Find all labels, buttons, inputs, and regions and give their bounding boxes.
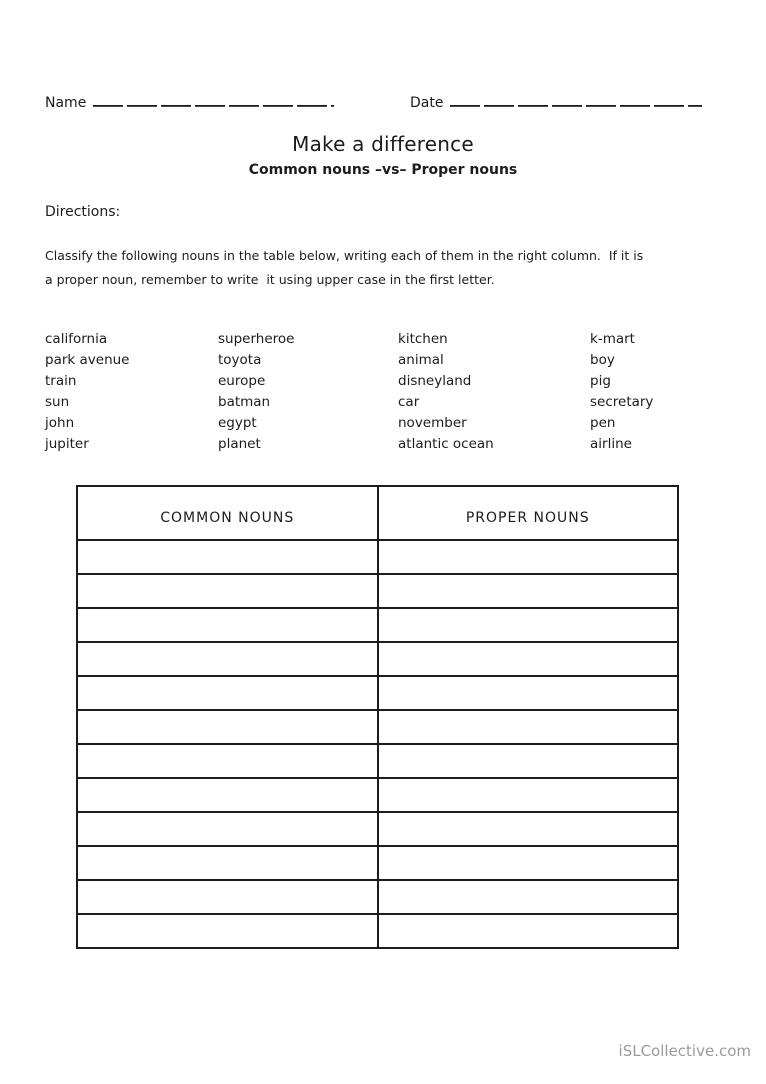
word-column [45, 329, 130, 455]
word-item: atlantic ocean [398, 436, 494, 452]
proper-nouns-header: PROPER NOUNS [378, 486, 679, 540]
date-field [410, 94, 702, 111]
word-item: car [398, 394, 420, 410]
proper-nouns-cell [378, 880, 679, 914]
proper-nouns-cell [378, 642, 679, 676]
empty-row [77, 540, 678, 574]
common-nouns-header: COMMON NOUNS [77, 486, 378, 540]
proper-nouns-cell [378, 914, 679, 948]
common-nouns-cell [77, 642, 378, 676]
word-item: superheroe [218, 331, 295, 347]
word-item: europe [218, 373, 266, 389]
common-nouns-cell [77, 778, 378, 812]
common-nouns-cell [77, 676, 378, 710]
classification-table-head [77, 486, 678, 540]
empty-row [77, 744, 678, 778]
word-list [0, 329, 766, 461]
empty-row [77, 846, 678, 880]
word-item: toyota [218, 352, 262, 368]
directions-text [45, 244, 643, 292]
word-column [398, 329, 494, 455]
word-item: train [45, 373, 77, 389]
common-nouns-cell [77, 744, 378, 778]
proper-nouns-cell [378, 778, 679, 812]
worksheet-subtitle: Common nouns –vs– Proper nouns [248, 162, 518, 178]
directions-line: Classify the following nouns in the table below, writing each of them in the right column. If it is [45, 248, 644, 263]
common-nouns-cell [77, 608, 378, 642]
name-field [45, 94, 334, 111]
word-item: animal [398, 352, 444, 368]
word-item: pig [590, 373, 611, 389]
classification-table-body [77, 540, 678, 948]
name-blank-line [93, 94, 334, 107]
worksheet-title: Make a difference [292, 132, 474, 156]
header-row [77, 486, 678, 540]
word-item: jupiter [45, 436, 89, 452]
word-item: john [45, 415, 75, 431]
common-nouns-cell [77, 710, 378, 744]
empty-row [77, 812, 678, 846]
word-item: batman [218, 394, 271, 410]
date-label: Date [410, 95, 444, 111]
word-item: pen [590, 415, 616, 431]
islcollective-watermark: iSLCollective.com [618, 1042, 751, 1060]
word-column [218, 329, 294, 455]
empty-row [77, 880, 678, 914]
date-blank-line [450, 94, 702, 107]
proper-nouns-cell [378, 574, 679, 608]
proper-nouns-cell [378, 676, 679, 710]
word-column [590, 329, 653, 455]
common-nouns-cell [77, 914, 378, 948]
common-nouns-cell [77, 812, 378, 846]
word-item: boy [590, 352, 615, 368]
word-item: secretary [590, 394, 654, 410]
empty-row [77, 574, 678, 608]
word-item: airline [590, 436, 632, 452]
common-nouns-cell [77, 574, 378, 608]
proper-nouns-cell [378, 846, 679, 880]
word-item: november [398, 415, 467, 431]
empty-row [77, 642, 678, 676]
word-item: park avenue [45, 352, 130, 368]
classification-table [76, 485, 679, 949]
word-item: california [45, 331, 108, 347]
word-item: sun [45, 394, 70, 410]
common-nouns-cell [77, 540, 378, 574]
empty-row [77, 710, 678, 744]
empty-row [77, 778, 678, 812]
directions-label: Directions: [45, 204, 121, 220]
name-label: Name [45, 95, 87, 111]
directions-line: a proper noun, remember to write it using upper case in the first letter. [45, 272, 495, 287]
proper-nouns-cell [378, 710, 679, 744]
empty-row [77, 676, 678, 710]
empty-row [77, 608, 678, 642]
empty-row [77, 914, 678, 948]
proper-nouns-cell [378, 744, 679, 778]
proper-nouns-cell [378, 540, 679, 574]
common-nouns-cell [77, 846, 378, 880]
proper-nouns-cell [378, 608, 679, 642]
word-item: disneyland [398, 373, 472, 389]
proper-nouns-cell [378, 812, 679, 846]
word-item: egypt [218, 415, 257, 431]
word-item: k-mart [590, 331, 635, 347]
word-item: planet [218, 436, 261, 452]
common-nouns-cell [77, 880, 378, 914]
word-item: kitchen [398, 331, 448, 347]
